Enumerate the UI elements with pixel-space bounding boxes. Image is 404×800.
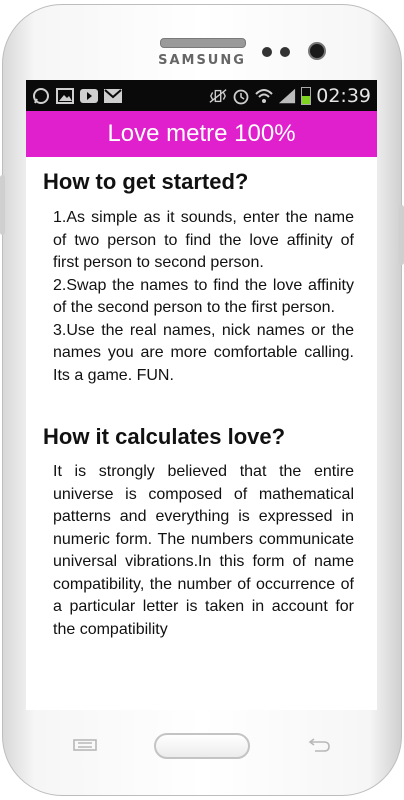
status-time: 02:39 <box>316 84 371 107</box>
getting-started-text: 1.As simple as it sounds, enter the name of two person to find the love affinity of first person to second person. 2.Swap the names to find the love affinity of the second person to the first person. 3.Use the real names, nick names or the names you are more comfortable calling. Its a game. FUN. <box>53 209 354 384</box>
battery-icon <box>301 87 311 105</box>
gallery-icon <box>56 88 74 104</box>
alarm-icon <box>232 88 250 104</box>
signal-icon <box>278 88 296 104</box>
light-sensor <box>280 47 290 57</box>
earpiece-speaker <box>160 38 246 48</box>
whatsapp-icon <box>32 88 50 104</box>
wifi-icon <box>255 88 273 104</box>
status-bar <box>26 80 377 111</box>
gmail-icon <box>104 88 122 104</box>
youtube-icon <box>80 88 98 104</box>
proximity-sensor <box>262 47 272 57</box>
screen <box>26 80 377 710</box>
app-title: Love metre 100% <box>107 120 296 147</box>
calculation-text: It is strongly believed that the entire universe is composed of mathematical patterns and everything is expressed in numeric form. The numbers communicate universal vibrations.In this form of name compatibility, the number of occurrence of a particular letter is taken in account for the compatibility <box>53 463 354 638</box>
help-content[interactable] <box>26 169 377 641</box>
back-key-icon[interactable] <box>306 738 332 757</box>
front-camera <box>308 42 326 60</box>
section-heading-getting-started: How to get started? <box>43 169 249 194</box>
power-key <box>399 205 404 265</box>
app-title-bar <box>26 111 377 157</box>
device-brand: SAMSUNG <box>158 53 246 68</box>
volume-key <box>0 175 5 235</box>
menu-key-icon[interactable] <box>72 738 98 756</box>
section-heading-calculation: How it calculates love? <box>43 424 286 449</box>
vibrate-icon <box>209 88 227 104</box>
home-button[interactable] <box>154 733 250 759</box>
